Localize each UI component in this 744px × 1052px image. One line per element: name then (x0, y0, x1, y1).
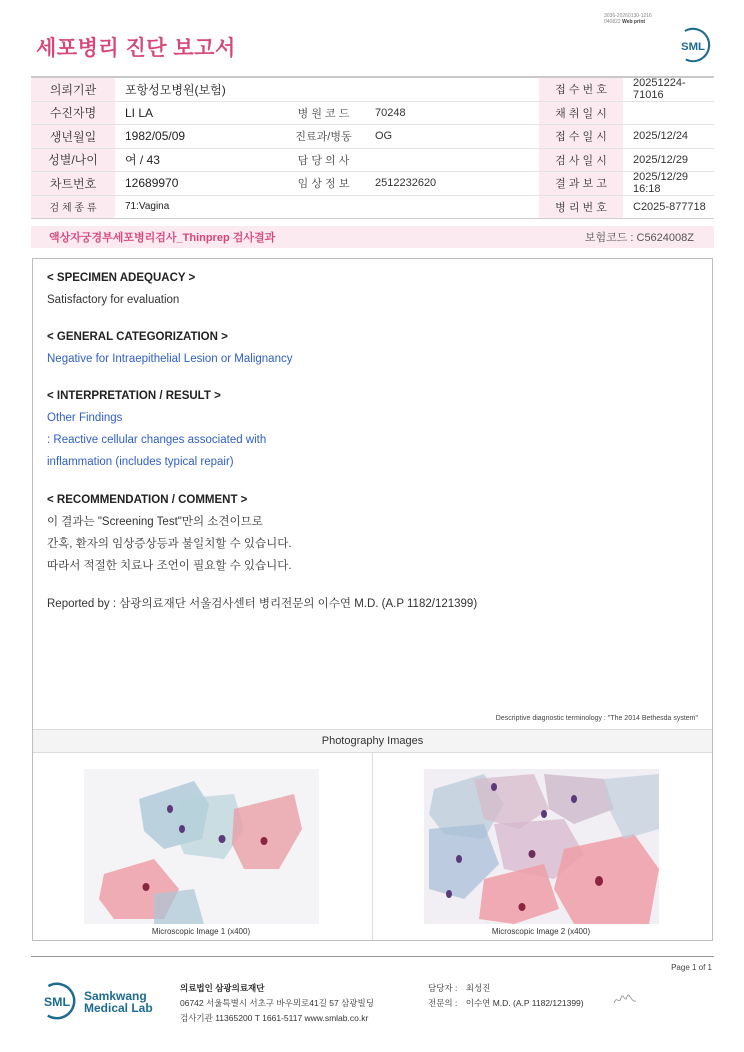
section-adequacy (47, 267, 195, 311)
svg-text:SML: SML (680, 40, 706, 53)
report-box (32, 258, 713, 941)
footer-staff (428, 981, 584, 1011)
exam-bar (31, 226, 714, 248)
staff-name: 최성진 (465, 983, 491, 993)
info-row (31, 102, 714, 126)
label-pathology-number: 병 리 번 호 (539, 196, 623, 219)
photo-section-title: Photography Images (33, 729, 712, 753)
insurance-code: 보험코드 : C5624008Z (584, 232, 694, 244)
microscopic-image-1 (84, 769, 319, 924)
label-requesting-institution: 의뢰기관 (31, 78, 115, 101)
label-hospital-code: 병 원 코 드 (297, 107, 350, 120)
sml-logo-icon (674, 26, 712, 64)
adequacy-heading: < SPECIMEN ADEQUACY > (47, 272, 196, 284)
info-row (31, 172, 714, 196)
section-interpretation (47, 385, 266, 473)
value-specimen-type: 71:Vagina (125, 201, 170, 213)
patient-info-table (31, 76, 714, 219)
value-department: OG (375, 130, 393, 143)
print-code-line1: 3036-20260130-1216 (604, 13, 652, 19)
label-department: 진료과/병동 (295, 131, 352, 144)
doctor-label: 전문의 : (428, 998, 458, 1008)
value-patient-name: LI LA (125, 105, 154, 120)
terminology-note: Descriptive diagnostic terminology : "The 2014 Bethesda system" (495, 715, 698, 722)
label-result-report: 결 과 보 고 (539, 172, 623, 195)
label-receipt-date: 접 수 일 시 (539, 125, 623, 148)
value-sex-age: 여 / 43 (125, 153, 160, 168)
adequacy-text: Satisfactory for evaluation (47, 294, 180, 306)
staff-label: 담당자 : (428, 983, 458, 993)
value-receipt-number: 20251224-71016 (633, 77, 686, 102)
section-general (47, 326, 292, 370)
organization-contact: 검사기관 11365200 T 1661-5117 www.smlab.co.kr (180, 1013, 369, 1023)
interpretation-text-3: inflammation (includes typical repair) (47, 456, 234, 468)
info-row (31, 149, 714, 173)
label-test-date: 검 사 일 시 (539, 149, 623, 172)
value-pathology-number: C2025-877718 (633, 200, 706, 213)
general-text: Negative for Intraepithelial Lesion or Malignancy (47, 353, 293, 365)
doctor-name: 이수연 M.D. (A.P 1182/121399) (465, 998, 584, 1008)
page-title: 세포병리 진단 보고서 (36, 37, 236, 60)
general-heading: < GENERAL CATEGORIZATION > (47, 331, 228, 343)
label-collection-date: 채 취 일 시 (539, 102, 623, 125)
recommendation-text-3: 따라서 적절한 치료나 조언이 필요할 수 있습니다. (47, 560, 292, 572)
brand-name (84, 990, 153, 1014)
exam-name: 액상자궁경부세포병리검사_Thinprep 검사결과 (49, 232, 276, 244)
brand-line-1: Samkwang (84, 989, 147, 1003)
label-receipt-number: 접 수 번 호 (539, 78, 623, 101)
label-specimen-type: 검 체 종 류 (31, 196, 115, 219)
info-row (31, 196, 714, 220)
image-2-caption: Microscopic Image 2 (x400) (491, 927, 591, 936)
value-requesting-institution: 포항성모병원(보험) (125, 82, 226, 97)
signature-icon (612, 993, 638, 1007)
image-1-caption: Microscopic Image 1 (x400) (151, 927, 251, 936)
organization-address: 06742 서울특별시 서초구 바우뫼로41길 57 삼광빌딩 (180, 998, 374, 1008)
label-birth-date: 생년월일 (31, 125, 115, 148)
value-test-date: 2025/12/29 (633, 153, 689, 166)
info-row (31, 78, 714, 102)
recommendation-text-1: 이 결과는 "Screening Test"만의 소견이므로 (47, 516, 263, 528)
microscopic-image-2 (424, 769, 659, 924)
footer-divider (31, 956, 714, 957)
print-code (604, 13, 684, 25)
photo-divider (372, 753, 373, 940)
organization-name: 의료법인 삼광의료재단 (180, 983, 265, 993)
brand-line-2: Medical Lab (84, 1001, 153, 1015)
value-chart-number: 12689970 (125, 176, 179, 191)
recommendation-heading: < RECOMMENDATION / COMMENT > (47, 494, 248, 506)
info-row (31, 125, 714, 149)
label-doctor: 담 당 의 사 (297, 154, 350, 167)
svg-text:SML: SML (43, 994, 71, 1009)
label-chart-number: 차트번호 (31, 172, 115, 195)
section-recommendation (47, 489, 292, 577)
sml-logo-icon (36, 980, 78, 1022)
footer-organization (180, 981, 374, 1026)
value-clinical-info: 2512232620 (375, 177, 437, 190)
recommendation-text-2: 간혹, 환자의 임상증상등과 불일치할 수 있습니다. (47, 538, 292, 550)
print-code-label: Web print (622, 19, 646, 25)
label-sex-age: 성별/나이 (31, 149, 115, 172)
page-number: Page 1 of 1 (671, 963, 712, 972)
interpretation-heading: < INTERPRETATION / RESULT > (47, 390, 221, 402)
label-patient-name: 수진자명 (31, 102, 115, 125)
print-code-line2: 040822 (604, 19, 621, 25)
reported-by: Reported by : 삼광의료재단 서울검사센터 병리전문의 이수연 M.D. (A.P 1182/121399) (47, 598, 478, 610)
value-receipt-date: 2025/12/24 (633, 130, 689, 143)
value-result-report: 2025/12/29 16:18 (633, 171, 689, 196)
interpretation-text-2: : Reactive cellular changes associated with (47, 434, 267, 446)
value-hospital-code: 70248 (375, 106, 406, 119)
interpretation-text-1: Other Findings (47, 412, 123, 424)
label-clinical-info: 임 상 정 보 (297, 178, 350, 191)
value-birth-date: 1982/05/09 (125, 129, 186, 144)
